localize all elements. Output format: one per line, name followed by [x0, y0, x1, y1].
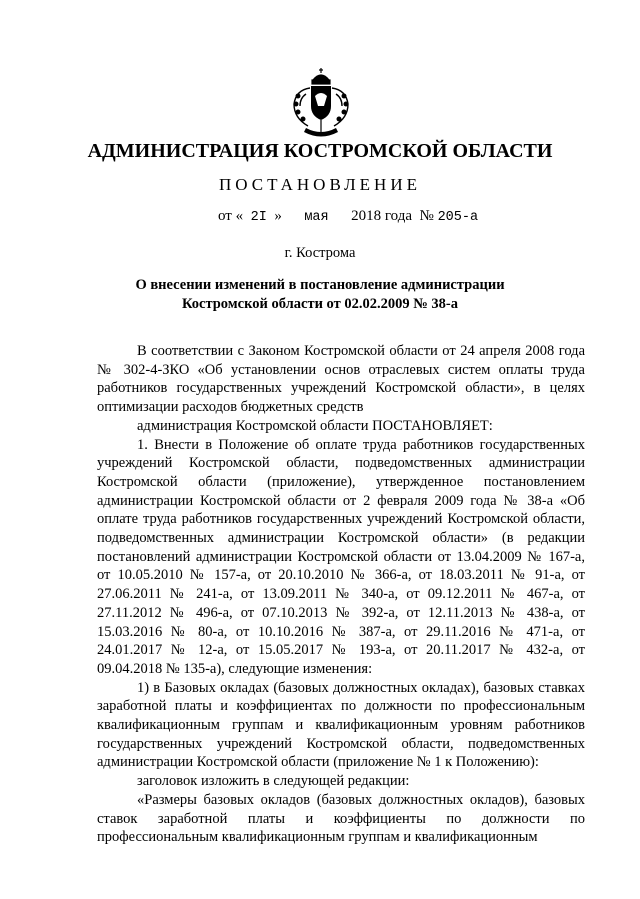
document-body	[97, 342, 585, 847]
paragraph: В соответствии с Законом Костромской области от 24 апреля 2008 года № 302-4-ЗКО «Об установлении основ отраслевых систем оплаты труда работников государственных учреждений Костромской области», в целях оптимизации расходов бюджетных средств	[97, 343, 585, 416]
paragraph: «Размеры базовых окладов (базовых должностных окладов), базовых ставок заработной платы и коэффициенты по должности по профессиональным квалификационным группам и квалификационным	[97, 791, 585, 846]
date-line	[218, 208, 478, 225]
date-month: мая	[304, 210, 329, 225]
organization-name: АДМИНИСТРАЦИЯ КОСТРОМСКОЙ ОБЛАСТИ	[87, 140, 553, 162]
date-day: 2I	[250, 210, 267, 225]
date-year: 2018 года	[351, 208, 413, 224]
paragraph: администрация Костромской области ПОСТАНОВЛЯЕТ:	[137, 417, 493, 434]
city: г. Кострома	[284, 245, 356, 261]
document-type: ПОСТАНОВЛЕНИЕ	[218, 175, 421, 194]
paragraph: заголовок изложить в следующей редакции:	[137, 773, 410, 790]
subject-line: Костромской области от 02.02.2009 № 38-а	[181, 296, 459, 312]
date-close-quote: »	[274, 208, 282, 224]
paragraph: 1) в Базовых окладах (базовых должностных окладах), базовых ставках заработной платы и коэффициентах по должности по профессиональным квалификационным группам и квалификационным уровням работников государственных учреждений Костромской области, подведомственных администрации Костромской области (приложение № 1 к Положению):	[97, 679, 585, 771]
coat-of-arms-icon	[286, 66, 356, 142]
paragraph: 1. Внести в Положение об оплате труда работников государственных учреждений Костромской области, подведомственных администрации Костромской области (приложение), утвержденное постановлением администрации Костромской области от 2 февраля 2009 года № 38-а «Об оплате труда работников государственных учреждений Костромской области, подведомственных администрации Костромской области» (в редакции постановлений администрации Костромской области от 13.04.2009 № 167-а, от 10.05.2010 № 157-а, от 20.10.2010 № 366-а, от 18.03.2011 № 91-а, от 27.06.2011 № 241-а, от 13.09.2011 № 340-а, от 09.12.2011 № 467-а, от 27.11.2012 № 496-а, от 07.10.2013 № 392-а, от 12.11.2013 № 438-а, от 15.03.2016 № 80-а, от 10.10.2016 № 387-а, от 29.11.2016 № 471-а, от 24.01.2017 № 12-а, от 15.05.2017 № 193-а, от 20.11.2017 № 432-а, от 09.04.2018 № 135-а), следующие изменения:	[97, 436, 585, 677]
document-number: 205-а	[437, 210, 479, 225]
number-label: №	[419, 208, 434, 224]
subject-line: О внесении изменений в постановление администрации	[135, 277, 505, 293]
document-subject	[0, 276, 640, 314]
date-prefix: от «	[218, 208, 244, 224]
